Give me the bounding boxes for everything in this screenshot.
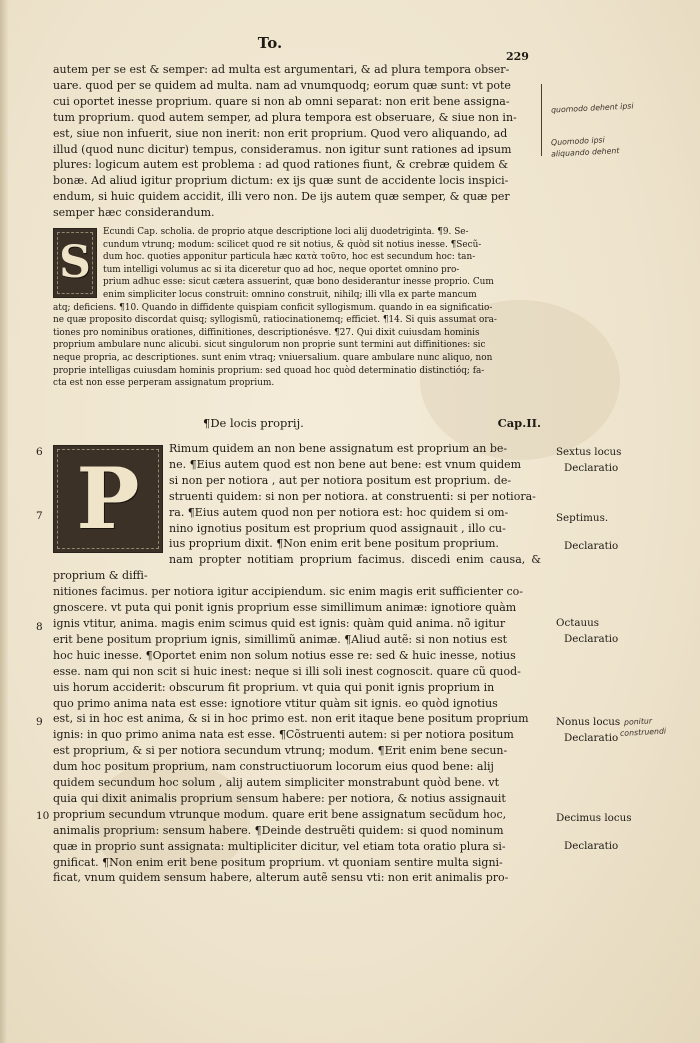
text-line: autem per se est & semper: ad multa est argumentari, & ad plura tempora obser- xyxy=(53,63,510,76)
text-line: si non per notiora , aut per notiora positum est proprium. de- xyxy=(169,473,512,487)
text-line: ne. ¶Eius autem quod est non bene aut bene: est vnum quidem xyxy=(169,457,522,471)
margin-number: 9 xyxy=(36,716,43,728)
text-line: bonæ. Ad aliud igitur proprium dictum: ex ijs quæ sunt de accidente locis inspici- xyxy=(53,174,509,188)
text-line: nitiones facimus. per notiora igitur accipiendum. sic enim magis erit sufficienter co- xyxy=(53,585,523,599)
text-line: nino ignotius positum est proprium quod assignauit , illo cu- xyxy=(169,521,506,535)
binding-gutter xyxy=(0,0,8,1043)
handwritten-note: aliquando dehent xyxy=(550,146,620,159)
decorated-initial xyxy=(53,445,163,553)
text-line: proprium secundum vtrunque modum. quare erit bene assignatum secũdum hoc, xyxy=(53,807,507,821)
margin-number: 6 xyxy=(36,446,43,458)
sidenote: Nonus locus xyxy=(556,716,621,728)
text-line: ius proprium dixit. ¶Non enim erit bene positum proprium. xyxy=(169,537,499,551)
handwritten-note: Quomodo ipsi xyxy=(550,135,605,148)
scholia-line: neque propria, ac descriptiones. sunt enim vtraq; vniuersalium. quare ambulare nunc aliquo, non xyxy=(53,352,493,363)
text-line: struenti quidem: si non per notiora. at construenti: si per notiora- xyxy=(169,489,536,503)
scholia-line: dum hoc. quoties apponitur particula hæc κατὰ τοῦτο, hoc est secundum hoc: tan- xyxy=(103,252,476,263)
sidenote: Octauus xyxy=(556,617,600,629)
text-line: est proprium, & si per notiora secundum vtrunq; modum. ¶Erit enim bene secun- xyxy=(53,744,508,758)
scholia-line: cundum vtrunq; modum: scilicet quod re sit notius, & quòd sit notius inesse. ¶Secũ- xyxy=(103,239,482,250)
text-line: nam propter notitiam proprium facimus. discedi enim causa, & proprium & diffi- xyxy=(53,553,541,583)
sidenote: Declaratio xyxy=(564,732,619,744)
margin-number: 7 xyxy=(36,510,43,522)
text-line: hoc huic inesse. ¶Oportet enim non solum notius esse re: sed & huic inesse, notius xyxy=(53,648,516,662)
margin-number: 8 xyxy=(36,621,43,633)
chapter-title: ¶De locis proprij. xyxy=(203,416,304,430)
text-line: est, si in hoc est anima, & si in hoc primo est. non erit itaque bene positum proprium xyxy=(53,712,529,726)
text-line: erit bene positum proprium ignis, simillimũ animæ. ¶Aliud autẽ: si non notius est xyxy=(53,632,508,646)
text-line: ficat, vnum quidem sensum habere, alterum autẽ sensu vti: non erit animalis pro- xyxy=(53,871,509,885)
text-line: quidem secundum hoc solum , alij autem simpliciter monstrabunt quòd bene. vt xyxy=(53,776,500,790)
text-line: quia qui dixit animalis proprium sensum habere: per notiora, & notius assignauit xyxy=(53,791,506,805)
folio-number: 229 xyxy=(506,50,529,63)
sidenote: Decimus locus xyxy=(556,812,632,824)
text-line: uare. quod per se quidem ad multa. nam ad vnumquodq; eorum quæ sunt: vt pote xyxy=(53,78,511,92)
ink-bracket xyxy=(541,84,548,156)
text-line: tum proprium. quod autem semper, ad plura tempora est obseruare, & siue non in- xyxy=(53,110,517,124)
scholia-line: enim simpliciter locus construit: omnino construit, nihilq; illi vlla ex parte mancum xyxy=(103,289,477,300)
sidenote: Declaratio xyxy=(564,840,619,852)
text-line: cui oportet inesse proprium. quare si non ab omni separat: non erit bene assigna- xyxy=(53,94,510,108)
text-line: dum hoc positum proprium, nam constructiuorum locorum eius quod bene: alij xyxy=(53,760,494,774)
text-line: ignis: in quo primo anima nata est esse. ¶Cõstruenti autem: si per notiora positum xyxy=(53,728,514,742)
text-line: animalis proprium: sensum habere. ¶Deinde destruẽti quidem: si quod nominum xyxy=(53,823,504,837)
text-line: quo primo anima nata est esse: ignotiore vtitur quàm sit ignis. eo quòd ignotius xyxy=(53,696,498,710)
text-line: Rimum quidem an non bene assignatum est proprium an be- xyxy=(169,442,508,455)
handwritten-note: ponitur xyxy=(623,716,653,727)
scholia-block xyxy=(53,226,541,390)
sidenote: Septimus. xyxy=(556,512,609,524)
sidenote: Declaratio xyxy=(564,540,619,552)
text-line: gnificat. ¶Non enim erit bene positum proprium. vt quoniam sentire multa signi- xyxy=(53,855,503,869)
sidenote: Sextus locus xyxy=(556,446,622,458)
handwritten-note: quomodo dehent ipsi xyxy=(550,101,634,115)
text-line: quæ in proprio sunt assignata: multipliciter dicitur, vel etiam tota oratio plura si- xyxy=(53,839,506,853)
text-line: semper hæc considerandum. xyxy=(53,206,215,220)
scholia-line: Ecundi Cap. scholia. de proprio atque descriptione loci alij duodetriginta. ¶9. Se- xyxy=(103,227,469,237)
running-head: To. xyxy=(257,34,283,52)
text-line: endum, si huic quidem accidit, illi vero non. De ijs autem quæ semper, & quæ per xyxy=(53,190,510,204)
scholia-line: cta est non esse perperam assignatum proprium. xyxy=(53,378,275,389)
text-line: ra. ¶Eius autem quod non per notiora est: hoc quidem si om- xyxy=(169,505,509,519)
main-text-top xyxy=(53,62,541,221)
margin-number: 10 xyxy=(36,810,50,822)
sidenote: Declaratio xyxy=(564,462,619,474)
main-text-chapter xyxy=(53,441,541,886)
text-line: est, siue non infuerit, siue non inerit: non erit proprium. Quod vero aliquando, ad xyxy=(53,126,508,140)
scholia-line: tum intelligi volumus ac si ita diceretur quo ad hoc, neque oportet omnino pro- xyxy=(103,264,460,275)
text-line: ignis vtitur, anima. magis enim scimus quid est ignis: quàm quid anima. nõ igitur xyxy=(53,616,506,630)
scholia-line: atq; deficiens. ¶10. Quando in diffidente quispiam conficit syllogismum. quando in ea significatio- xyxy=(53,302,493,313)
decorated-initial xyxy=(53,228,97,298)
text-line: plures: logicum autem est problema : ad quod rationes fiunt, & crebræ quidem & xyxy=(53,158,509,172)
scholia-line: prium adhuc esse: sicut cætera assuerint, quæ bono desiderantur inesse proprio. Cum xyxy=(103,277,494,288)
text-line: uis horum acciderit: obscurum fit proprium. vt quia qui ponit ignis proprium in xyxy=(53,680,495,694)
initial-letter: S xyxy=(59,236,91,288)
sidenote: Declaratio xyxy=(564,633,619,645)
scholia-line: tiones pro nominibus orationes, diffinitiones, descriptionésve. ¶27. Qui dixit cuiusdam hominis xyxy=(53,327,480,338)
scholia-line: ne quæ proposito discordat quisq; syllogismũ, ratiocinationemq; efficiet. ¶14. Si quis assumat ora- xyxy=(53,315,497,326)
initial-letter: P xyxy=(76,449,140,549)
handwritten-note: construendi xyxy=(619,726,667,738)
text-line: gnoscere. vt puta qui ponit ignis proprium esse simillimum animæ: ignotiore quàm xyxy=(53,601,517,615)
chapter-number: Cap.II. xyxy=(497,416,541,430)
text-line: illud (quod nunc dicitur) tempus, consideramus. non igitur sunt rationes ad ipsum xyxy=(53,142,512,156)
text-line: esse. nam qui non scit si huic inest: neque si illi soli inest cognoscit. quare cũ quod- xyxy=(53,664,521,678)
scholia-line: proprium ambulare nunc alicubi. sicut singulorum non proprie sunt termini aut diffinitiones: sic xyxy=(53,340,486,351)
chapter-heading xyxy=(53,416,541,434)
scholia-line: proprie intelligas cuiusdam hominis proprium: sed quoad hoc quòd determinatio distinctióq; fa- xyxy=(53,365,485,376)
